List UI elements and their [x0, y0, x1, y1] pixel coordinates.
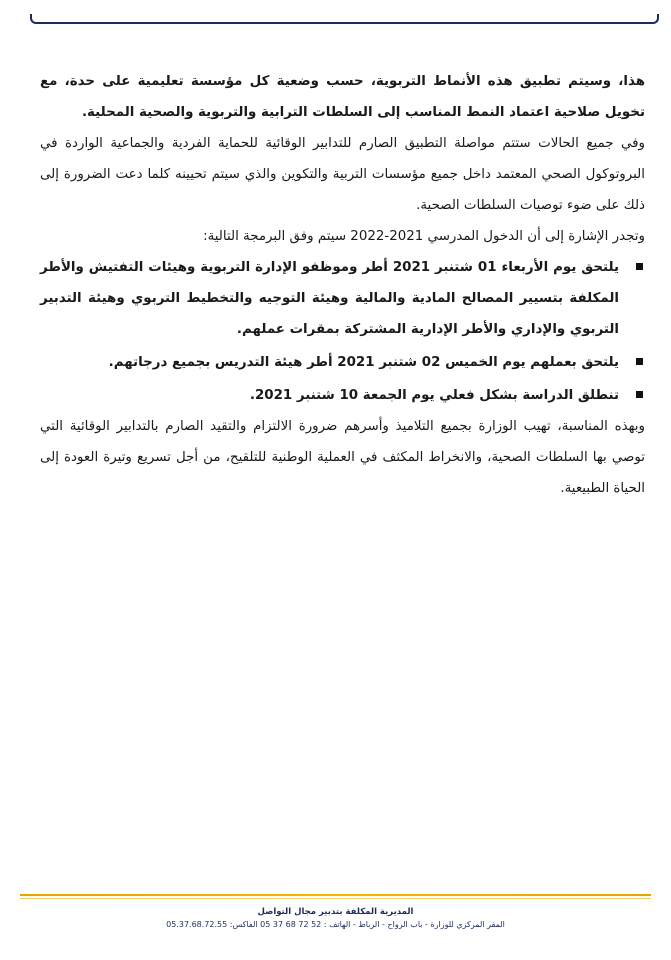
schedule-item-text: تنطلق الدراسة بشكل فعلي يوم الجمعة 10 شتنبر 2021.: [249, 388, 619, 403]
paragraph-pedagogical-patterns: هذا، وسيتم تطبيق هذه الأنماط التربوية، حسب وضعية كل مؤسسة تعليمية على حدة، مع تخويل صلاحية اعتماد النمط المناسب إلى السلطات الترابية والتربوية والصحية المحلية.: [40, 74, 645, 120]
paragraph-health-protocol: وفي جميع الحالات ستتم مواصلة التطبيق الصارم للتدابير الوقائية للحماية الفردية والجماعية الواردة في البروتوكول الصحي المعتمد داخل جميع مؤسسات التربية والتكوين والذي سيتم تحيينه كلما دعت الضرورة إلى ذلك على ضوء توصيات السلطات الصحية.: [40, 136, 645, 213]
schedule-item: [40, 252, 645, 345]
page-footer: [0, 906, 671, 931]
paragraph-ministry-appeal: وبهذه المناسبة، تهيب الوزارة بجميع التلاميذ وأسرهم ضرورة الالتزام والتقيد الصارم بالتدابير الوقائية التي توصي بها السلطات الصحية، والانخراط المكثف في العملية الوطنية للتلقيح، من أجل تسريع وتيرة العودة إلى الحياة الطبيعية.: [40, 419, 645, 496]
square-bullet-icon: [636, 391, 643, 398]
document-body: [40, 66, 645, 504]
footer-divider: [20, 894, 651, 906]
schedule-item-text: يلتحق بعملهم يوم الخميس 02 شتنبر 2021 أطر هيئة التدريس بجميع درجاتهم.: [108, 355, 619, 370]
footer-address: المقر المركزي للوزارة - باب الرواح - الرباط - الهاتف : 52 72 68 37 05 الفاكس: 05.37.68.72.55: [166, 920, 505, 929]
page-frame-top: [30, 14, 659, 24]
square-bullet-icon: [636, 263, 643, 270]
footer-directorate: المديرية المكلفة بتدبير مجال التواصل: [257, 907, 414, 917]
paragraph-school-start-intro: وتجدر الإشارة إلى أن الدخول المدرسي 2021-2022 سيتم وفق البرمجة التالية:: [203, 229, 645, 244]
schedule-item: [40, 347, 645, 378]
schedule-item-text: يلتحق يوم الأربعاء 01 شتنبر 2021 أطر وموظفو الإدارة التربوية وهيئات التفتيش والأطر المكلفة بتسيير المصالح المادية والمالية وهيئة التوجيه والتخطيط التربوي وهيئة التدبير التربوي والإداري والأطر الإدارية المشتركة بمقرات عملهم.: [40, 260, 619, 337]
schedule-list: [40, 252, 645, 411]
square-bullet-icon: [636, 358, 643, 365]
schedule-item: [40, 380, 645, 411]
